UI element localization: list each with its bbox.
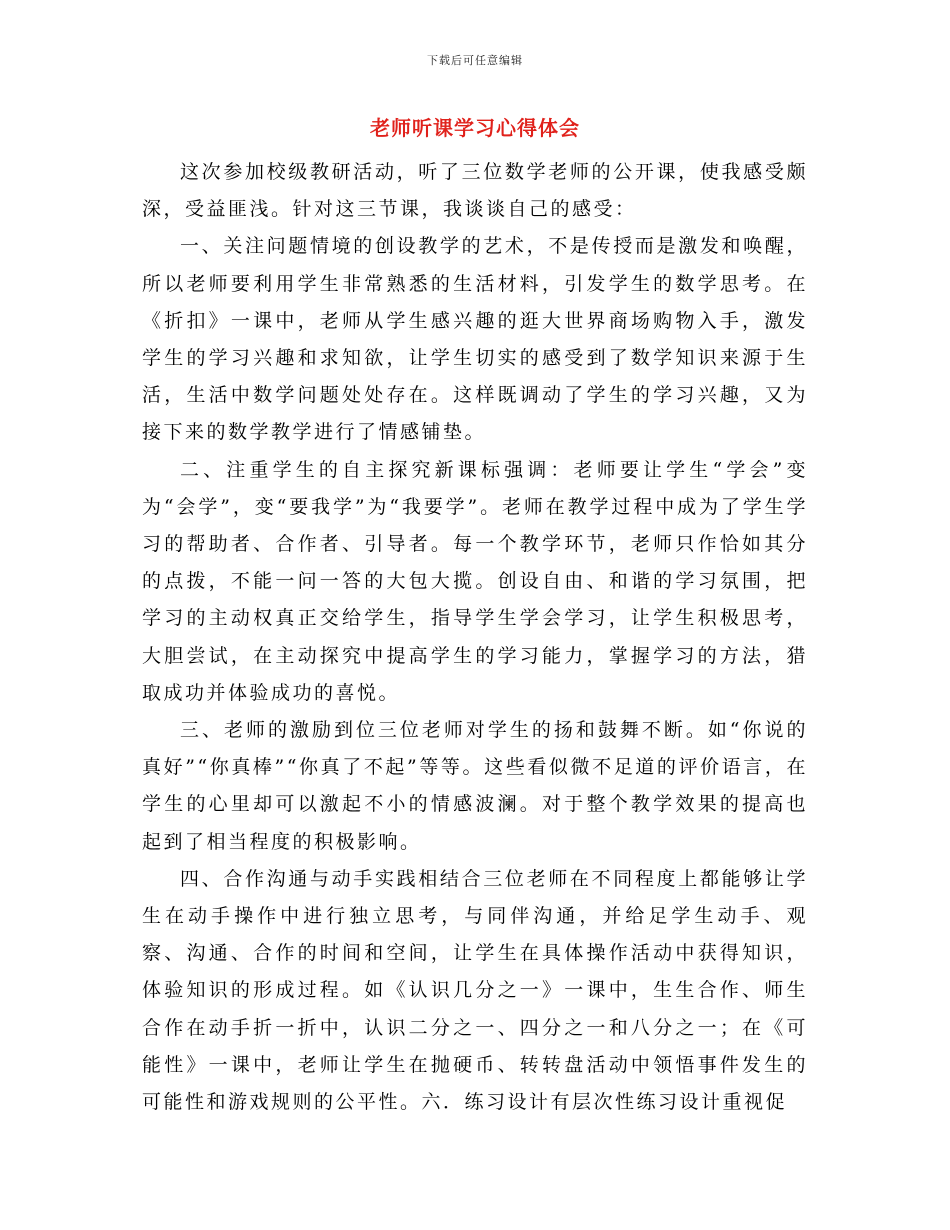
document-body [142,154,808,1121]
paragraph-point-2: 二、注重学生的自主探究新课标强调：老师要让学生“学会”变为“会学”，变“要我学”为“我要学”。老师在教学过程中成为了学生学习的帮助者、合作者、引导者。每一个教学环节，老师只作恰如其分的点拨，不能一问一答的大包大揽。创设自由、和谐的学习氛围，把学习的主动权真正交给学生，指导学生学会学习，让学生积极思考，大胆尝试，在主动探究中提高学生的学习能力，掌握学习的方法，猎取成功并体验成功的喜悦。 [142,458,808,704]
header-note: 下载后可任意编辑 [427,54,523,67]
paragraph-point-4: 四、合作沟通与动手实践相结合三位老师在不同程度上都能够让学生在动手操作中进行独立思考，与同伴沟通，并给足学生动手、观察、沟通、合作的时间和空间，让学生在具体操作活动中获得知识，体验知识的形成过程。如《认识几分之一》一课中，生生合作、师生合作在动手折一折中，认识二分之一、四分之一和八分之一；在《可能性》一课中，老师让学生在抛硬币、转转盘活动中领悟事件发生的可能性和游戏规则的公平性。六．练习设计有层次性练习设计重视促 [142,867,808,1114]
paragraph-point-1: 一、关注问题情境的创设教学的艺术，不是传授而是激发和唤醒，所以老师要利用学生非常熟悉的生活材料，引发学生的数学思考。在《折扣》一课中，老师从学生感兴趣的逛大世界商场购物入手，激发学生的学习兴趣和求知欲，让学生切实的感受到了数学知识来源于生活，生活中数学问题处处存在。这样既调动了学生的学习兴趣，又为接下来的数学教学进行了情感铺垫。 [142,235,808,444]
document-title: 老师听课学习心得体会 [370,116,580,140]
paragraph-point-3: 三、老师的激励到位三位老师对学生的扬和鼓舞不断。如“你说的真好”“你真棒”“你真了不起”等等。这些看似微不足道的评价语言，在学生的心里却可以激起不小的情感波澜。对于整个教学效果的提高也起到了相当程度的积极影响。 [142,719,808,853]
paragraph-intro: 这次参加校级教研活动，听了三位数学老师的公开课，使我感受颇深，受益匪浅。针对这三节课，我谈谈自己的感受： [142,161,808,221]
